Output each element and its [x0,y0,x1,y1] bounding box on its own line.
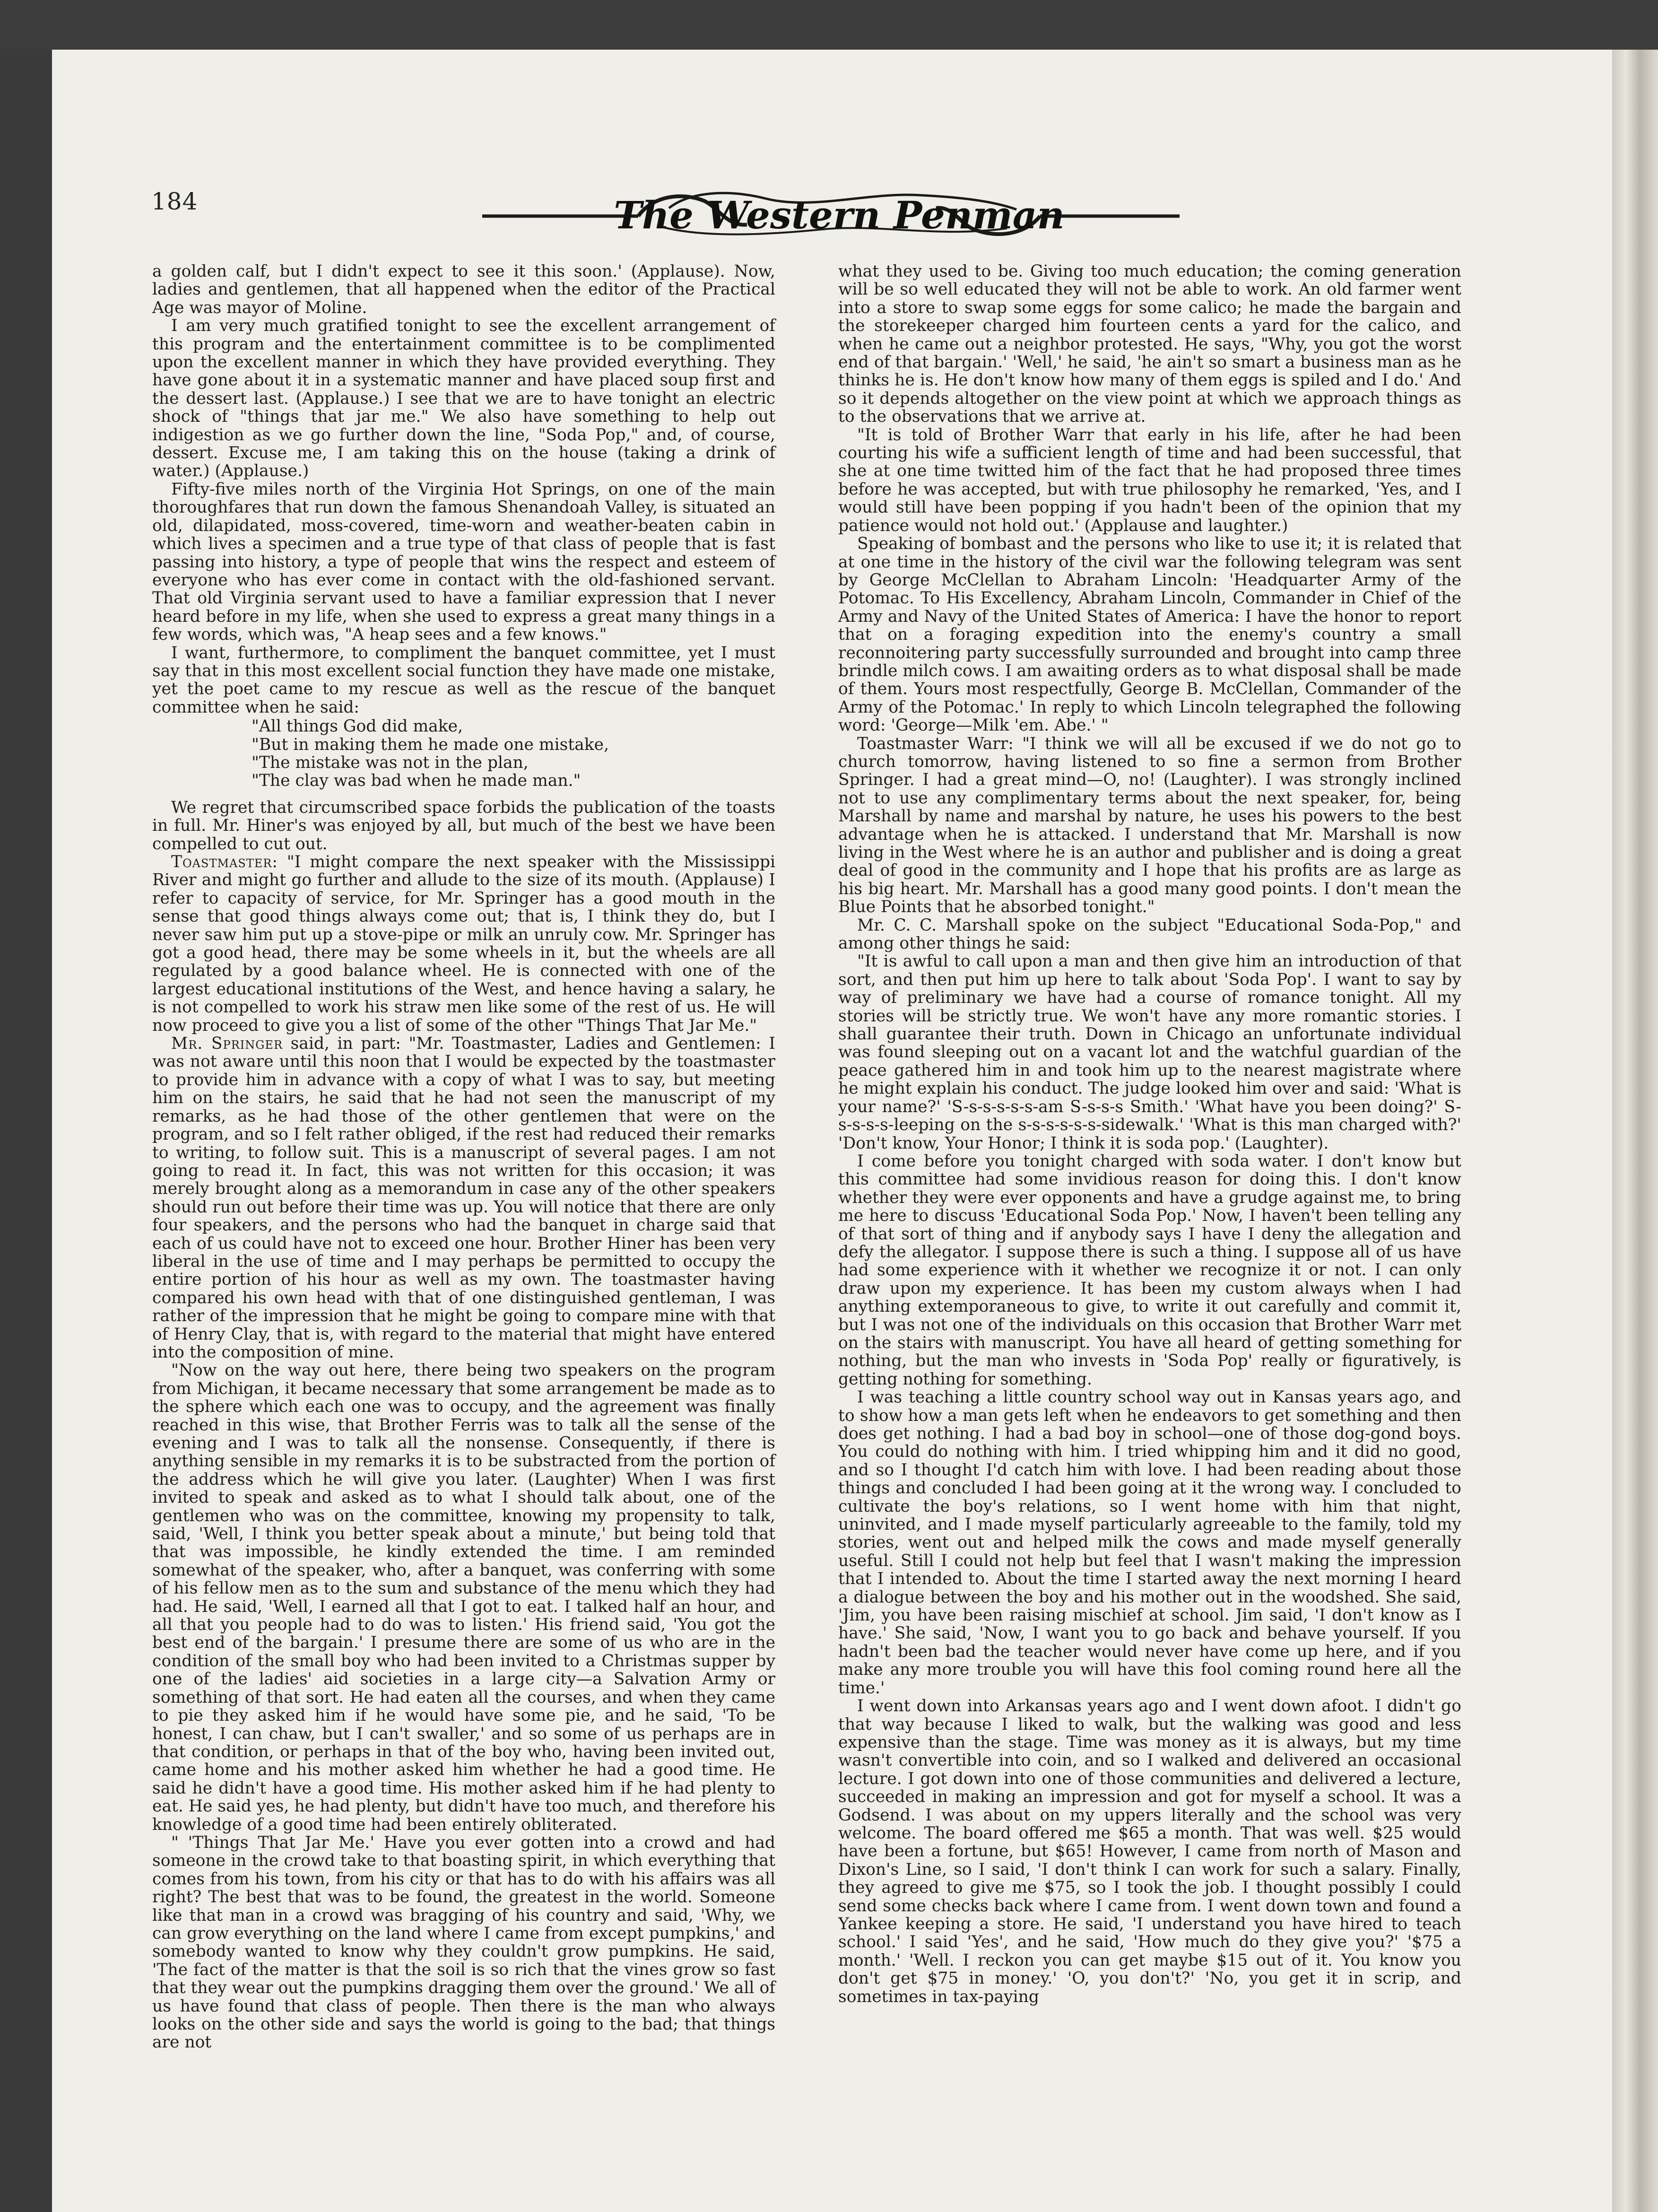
speech-text: "I might compare the next speaker with the Mississippi River and might go further and allude to the size of its mouth. (Applause) I refer to capacity of service, for Mr. Springer has a good mouth in the sense that good things always come out; that is, I think they do, but I never saw him put up a stove-pipe or milk an unruly cow. Mr. Springer has got a good head, there may be some wheels in it, but the wheels are all regulated by a good balance wheel. He is connected with one of the largest educational institutions of the West, and hence having a salary, he is not compelled to work his straw men like some of the rest of us. He will now proceed to give you a list of some of the other "Things That Jar Me." [152,853,775,1035]
poem-line: "The clay was bad when he made man." [252,771,581,791]
paragraph: I come before you tonight charged with soda water. I don't know but this committee had some invidious reason for doing this. I don't know whether they were ever opponents and have a grudge against me, to bring me here to discuss 'Educational Soda Pop.' Now, I haven't been telling any of that sort of thing and if anybody says I have I deny the allegation and defy the allegator. I suppose there is such a thing. I suppose all of us have had some experience with it whether we recognize it or not. I can only draw upon my experience. It has been my custom always when I had anything extemporaneous to give, to write it out carefully and commit it, but I was not one of the individuals on this occasion that Brother Warr met on the stairs with manuscript. You have all heard of getting something for nothing, but the man who invests in 'Soda Pop' really or figuratively, is getting nothing for something. [838,1151,1461,1389]
book-spine-edge [1612,50,1658,2212]
poem-quote [152,717,775,790]
paragraph: what they used to be. Giving too much education; the coming generation will be so well educated they will not be able to work. An old farmer went into a store to swap some eggs for some calico; he made the bargain and the storekeeper charged him fourteen cents a yard for the calico, and when he came out a neighbor protested. He says, "Why, you got the worst end of that bargain.' 'Well,' he said, 'he ain't so smart a business man as he thinks he is. He don't know how many of them eggs is spiled and I do.' And so it depends altogether on the view point at which we approach things as to the observations that we arrive at. [838,262,1461,427]
paragraph: I want, furthermore, to compliment the banquet committee, yet I must say that in this most excellent social function they have made one mistake, yet the poet came to my rescue as well as the rescue of the banquet committee when he said: [152,643,775,717]
paragraph [152,1035,775,1361]
paragraph: "Now on the way out here, there being two speakers on the program from Michigan, it became necessary that some arrangement be made as to the sphere which each one was to occupy, and the agreement was finally reached in this wise, that Brother Ferris was to talk all the sense of the evening and I was to talk all the nonsense. Consequently, if there is anything sensible in my remarks it is to be substracted from the portion of the address which he will give you later. (Laughter) When I was first invited to speak and asked as to what I should talk about, one of the gentlemen who was on the committee, knowing my propensity to talk, said, 'Well, I think you better speak about a minute,' but being told that that was impossible, he kindly extended the time. I am reminded somewhat of the speaker, who, after a banquet, was conferring with some of his fellow men as to the sum and substance of the menu which they had had. He said, 'Well, I earned all that I got to eat. I talked half an hour, and all that you people had to do was to listen.' His friend said, 'You got the best end of the bargain.' I presume there are some of us who are in the condition of the small boy who had been invited to a Christmas supper by one of the ladies' aid societies in a large city—a Salvation Army or something of that sort. He had eaten all the courses, and when they came to pie they asked him if he would have some pie, and he said, 'To be honest, I can chaw, but I can't swaller,' and so some of us perhaps are in that condition, or perhaps in that of the boy who, having been invited out, came home and his mother asked him whether he had a good time. He said he didn't have a good time. His mother asked him if he had plenty to eat. He said yes, he had plenty, but didn't have too much, and therefore his knowledge of a good time had been entirely obliterated. [152,1361,775,1834]
paragraph: Mr. C. C. Marshall spoke on the subject "Educational Soda-Pop," and among other things he said: [838,915,1461,953]
speaker-name: Mr. Springer [171,1034,283,1054]
masthead-logo [482,182,1180,246]
paragraph: Fifty-five miles north of the Virginia Hot Springs, on one of the main thoroughfares that run down the famous Shenandoah Valley, is situated an old, dilapidated, moss-covered, time-worn and weather-beaten cabin in which lives a specimen and a true type of that class of people that is fast passing into history, a type of people that wins the respect and esteem of everyone who has ever come in contact with the old-fashioned servant. That old Virginia servant used to have a familiar expression that I never heard before in my life, when she used to express a great many things in a few words, which was, "A heap sees and a few knows." [152,479,775,644]
paragraph: Speaking of bombast and the persons who like to use it; it is related that at one time in the history of the civil war the following telegram was sent by George McClellan to Abraham Lincoln: 'Headquarter Army of the Potomac. To His Excellency, Abraham Lincoln, Commander in Chief of the Army and Navy of the United States of America: I have the honor to report that on a foraging expedition into the enemy's country a small reconnoitering party successfully surrounded and brought into camp three brindle milch cows. I am awaiting orders as to what disposal shall be made of them. Yours most respectfully, George B. McClellan, Commander of the Army of the Potomac.' In reply to which Lincoln telegraphed the following word: 'George—Milk 'em. Abe.' " [838,534,1461,735]
paragraph: "It is awful to call upon a man and then give him an introduction of that sort, and then put him up here to talk about 'Soda Pop'. I want to say by way of preliminary we have had a course of romance tonight. All my stories will be strictly true. We won't have any more romantic stories. I shall guarantee their truth. Down in Chicago an unfortunate individual was found sleeping out on a vacant lot and the watchful guardian of the peace gathered him in and took him up to the nearest magistrate where he might explain his conduct. The judge looked him over and said: 'What is your name?' 'S-s-s-s-s-s-am S-s-s-s Smith.' 'What have you been doing?' S-s-s-s-s-leeping on the s-s-s-s-s-s-sidewalk.' 'What is this man charged with?' 'Don't know, Your Honor; I think it is soda pop.' (Laughter). [838,952,1461,1153]
speaker-name: Toastmaster: [171,853,278,871]
editor-note: We regret that circumscribed space forbids the publication of the toasts in full. Mr. Hiner's was enjoyed by all, but much of the best we have been compelled to cut out. [152,798,775,853]
paragraph [152,853,775,1035]
paragraph: I went down into Arkansas years ago and I went down afoot. I didn't go that way because I liked to walk, but the walking was good and less expensive than the stage. Time was money as it is always, but my time wasn't convertible into coin, and so I walked and delivered an occasional lecture. I got down into one of those communities and delivered a lecture, succeeded in making an impression and got for myself a school. It was a Godsend. I was about on my uppers literally and the school was very welcome. The board offered me $65 a month. That was well. $25 would have been a fortune, but $65! However, I came from north of Mason and Dixon's Line, so I said, 'I don't think I can work for such a salary. Finally, they agreed to give me $75, so I took the job. I thought possibly I could send some checks back where I came from. I went down town and found a Yankee keeping a store. He said, 'I understand you have hired to teach school.' I said 'Yes', and he said, 'How much do they give you?' '$75 a month.' 'Well. I reckon you can get maybe $15 out of it. You know you don't get $75 in money.' 'O, you don't?' 'No, you get it in scrip, and sometimes in tax-paying [838,1697,1461,2006]
speech-text: said, in part: "Mr. Toastmaster, Ladies and Gentlemen: I was not aware until this noon that I would be expected by the toastmaster to provide him in advance with a copy of what I was to say, but meeting him on the stairs, he said that he had not seen the manuscript of my remarks, as he had those of the other gentlemen that were on the program, and so I felt rather obliged, if the rest had reduced their remarks to writing, to follow suit. This is a manuscript of several pages. I am not going to read it. In fact, this was not written for this occasion; it was merely brought along as a memorandum in case any of the other speakers should run out before their time was up. You will notice that there are only four speakers, and the persons who had the banquet in charge said that each of us could have not to exceed one hour. Brother Hiner has been very liberal in the use of time and I may perhaps be permitted to occupy the entire portion of his hour as well as my own. The toastmaster having compared his own head with that of one distinguished gentleman, I was rather of the impression that he might be going to compare mine with that of Henry Clay, that is, with regard to the material that might have entered into the composition of mine. [152,1034,775,1362]
paragraph: a golden calf, but I didn't expect to see it this soon.' (Applause). Now, ladies and gentlemen, that all happened when the editor of the Practical Age was mayor of Moline. [152,262,775,317]
scan-background [0,0,1658,50]
poem-line: "The mistake was not in the plan, [252,753,529,772]
paragraph: I am very much gratified tonight to see the excellent arrangement of this program and the entertainment committee is to be complimented upon the excellent manner in which they have provided everything. They have gone about it in a systematic manner and have placed soup first and the dessert last. (Applause.) I see that we are to have tonight an electric shock of "things that jar me." We also have something to help out indigestion as we go further down the line, "Soda Pop," and, of course, dessert. Excuse me, I am taking this on the house (taking a drink of water.) (Applause.) [152,316,775,481]
paragraph: " 'Things That Jar Me.' Have you ever gotten into a crowd and had someone in the crowd take to that boasting spirit, in which everything that comes from his town, from his city or that has to do with his affairs was all right? The best that was to be found, the greatest in the world. Someone like that man in a crowd was bragging of his country and said, 'Why, we can grow everything on the land where I came from except pumpkins,' and somebody wanted to know why they couldn't grow pumpkins. He said, 'The fact of the matter is that the soil is so rich that the vines grow so fast that they wear out the pumpkins dragging them over the ground.' We all of us have found that class of people. Then there is the man who always looks on the other side and says the world is going to the bad; that things are not [152,1833,775,2052]
poem-line: "But in making them he made one mistake, [252,735,609,754]
left-column [152,262,775,2052]
poem-line: "All things God did make, [252,717,463,736]
paragraph: I was teaching a little country school way out in Kansas years ago, and to show how a man gets left when he endeavors to get something and then does get nothing. I had a bad boy in school—one of those dog-gond boys. You could do nothing with him. I tried whipping him and it did no good, and so I thought I'd catch him with love. I had been reading about those things and concluded I had been going at it the wrong way. I concluded to cultivate the boy's relations, so I went home with him that night, uninvited, and I made myself particularly agreeable to the family, told my stories, went out and helped milk the cows and made myself generally useful. Still I could not help but feel that I wasn't making the impression that I intended to. About the time I started away the next morning I heard a dialogue between the boy and his mother out in the woodshed. She said, 'Jim, you have been raising mischief at school. Jim said, 'I don't know as I have.' She said, 'Now, I want you to go back and behave yourself. If you hadn't been bad the teacher would never have come up here, and if you make any more trouble you will have this fool coming round here all the time.' [838,1388,1461,1698]
masthead-lettering: The Western Penman [614,193,1065,237]
page-number: 184 [151,188,198,215]
paragraph: Toastmaster Warr: "I think we will all be excused if we do not go to church tomorrow, having listened to so fine a sermon from Brother Springer. I had a great mind—O, no! (Laughter). I was strongly inclined not to use any complimentary terms about the next speaker, for, being Marshall by name and marshal by nature, he uses his powers to the best advantage when he is attacked. I understand that Mr. Marshall is now living in the West where he is an author and publisher and is doing a great deal of good in the community and I hope that his profits are as large as his big heart. Mr. Marshall has a good many good points. I don't mean the Blue Points that he absorbed tonight." [838,734,1461,917]
paragraph: "It is told of Brother Warr that early in his life, after he had been courting his wife a sufficient length of time and had been successful, that she at one time twitted him of the fact that he had proposed three times before he was accepted, but with true philosophy he remarked, 'Yes, and I would still have been popping if you hadn't been of the opinion that my patience would not hold out.' (Applause and laughter.) [838,425,1461,535]
right-column [838,262,1461,2006]
